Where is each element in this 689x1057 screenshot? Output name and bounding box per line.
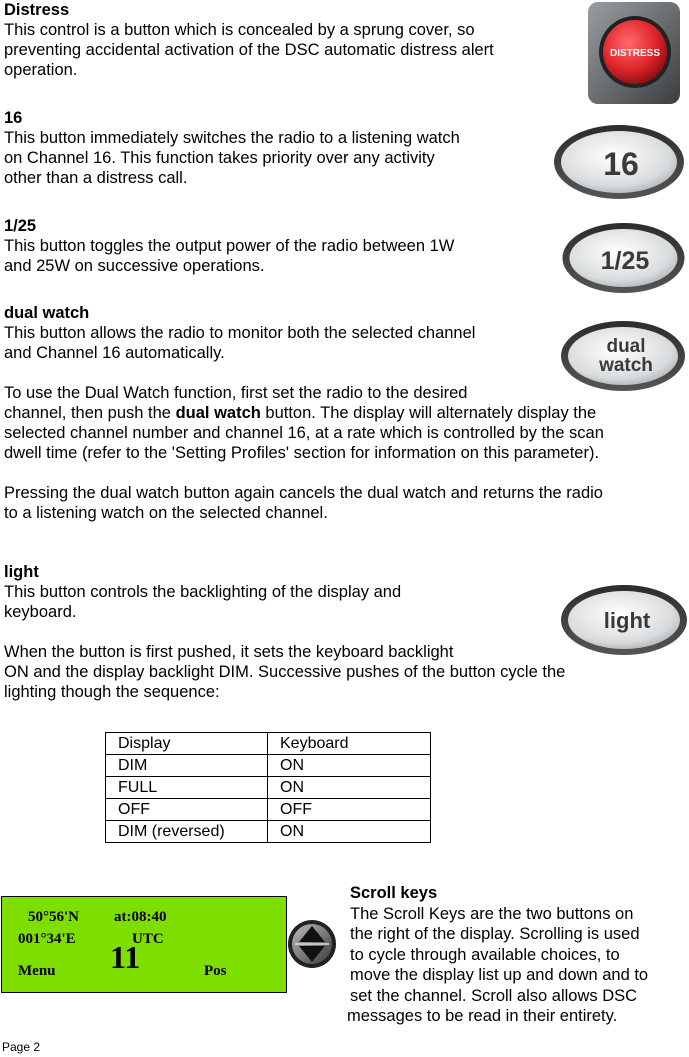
dualwatch-p2-line: dwell time (refer to the 'Setting Profiles' section for information on this parameter). bbox=[4, 444, 600, 462]
light-line: This button controls the backlighting of the display and bbox=[4, 583, 402, 601]
scroll-keys-section bbox=[347, 883, 689, 1027]
lighting-sequence-table bbox=[105, 732, 431, 843]
dualwatch-section bbox=[4, 303, 604, 523]
power-button-photo bbox=[562, 222, 685, 294]
table-row bbox=[106, 821, 431, 843]
power-line: and 25W on successive operations. bbox=[4, 257, 265, 275]
lcd-time: at:08:40 bbox=[114, 909, 167, 925]
ch16-line: on Channel 16. This function takes priority over any activity bbox=[4, 149, 435, 167]
scroll-line: move the display list up and down and to bbox=[350, 966, 649, 984]
light-button-photo bbox=[560, 584, 688, 656]
lcd-menu: Menu bbox=[18, 963, 56, 979]
dualwatch-button-label-1: dual bbox=[606, 336, 646, 357]
distress-line: operation. bbox=[4, 61, 78, 79]
page-number: Page 2 bbox=[2, 1040, 41, 1054]
table-header-cell: Display bbox=[106, 733, 268, 755]
table-cell: OFF bbox=[268, 799, 431, 821]
distress-button-label: DISTRESS bbox=[609, 48, 661, 59]
power-line: This button toggles the output power of the radio between 1W bbox=[4, 237, 455, 255]
ch16-heading: 16 bbox=[4, 109, 23, 127]
table-cell: DIM (reversed) bbox=[106, 821, 268, 843]
scroll-line: The Scroll Keys are the two buttons on bbox=[350, 904, 634, 923]
table-header-row bbox=[106, 733, 431, 755]
power-button-label: 1/25 bbox=[600, 247, 650, 275]
ch16-line: This button immediately switches the radio to a listening watch bbox=[4, 129, 460, 147]
light-button-label: light bbox=[603, 608, 651, 633]
radio-lcd-display bbox=[1, 896, 287, 993]
table-cell: FULL bbox=[106, 777, 268, 799]
distress-line: preventing accidental activation of the DSC automatic distress alert bbox=[4, 41, 494, 59]
scroll-line: to cycle through available choices, to bbox=[350, 945, 620, 964]
distress-heading: Distress bbox=[4, 1, 70, 19]
table-row bbox=[106, 777, 431, 799]
scroll-line: set the channel. Scroll also allows DSC bbox=[350, 986, 638, 1005]
table-row bbox=[106, 799, 431, 821]
ch16-button-photo bbox=[553, 124, 685, 200]
table-cell: ON bbox=[268, 755, 431, 777]
dualwatch-line: This button allows the radio to monitor both the selected channel bbox=[4, 324, 476, 342]
scroll-keys-photo bbox=[287, 914, 337, 974]
ch16-button-label: 16 bbox=[603, 146, 639, 182]
table-row bbox=[106, 755, 431, 777]
dualwatch-p3-line: to a listening watch on the selected channel. bbox=[4, 504, 328, 522]
scroll-heading: Scroll keys bbox=[350, 884, 438, 902]
dualwatch-heading: dual watch bbox=[4, 304, 90, 322]
distress-section bbox=[4, 0, 494, 80]
dualwatch-line: and Channel 16 automatically. bbox=[4, 344, 225, 362]
light-line: keyboard. bbox=[4, 603, 77, 621]
light-heading: light bbox=[4, 563, 39, 581]
distress-button-photo bbox=[588, 2, 680, 104]
dualwatch-p2-line: selected channel number and channel 16, at a rate which is controlled by the scan bbox=[4, 424, 604, 442]
table-cell: OFF bbox=[106, 799, 268, 821]
light-p2-line: When the button is first pushed, it sets the keyboard backlight bbox=[4, 643, 454, 661]
light-p2-line: lighting though the sequence: bbox=[4, 683, 220, 701]
scroll-line: messages to be read in their entirety. bbox=[347, 1007, 618, 1025]
lcd-timezone: UTC bbox=[132, 931, 164, 947]
table-cell: ON bbox=[268, 821, 431, 843]
light-p2-line: ON and the display backlight DIM. Successive pushes of the button cycle the bbox=[4, 663, 566, 681]
dualwatch-p2-line: channel, then push the dual watch button. The display will alternately display the bbox=[4, 404, 597, 422]
dualwatch-p3-line: Pressing the dual watch button again cancels the dual watch and returns the radio bbox=[4, 484, 603, 502]
table-cell: DIM bbox=[106, 755, 268, 777]
lcd-channel: 11 bbox=[110, 939, 141, 975]
power-section bbox=[4, 216, 454, 276]
light-section bbox=[4, 562, 565, 702]
lcd-pos: Pos bbox=[204, 963, 227, 979]
distress-line: This control is a button which is concealed by a sprung cover, so bbox=[4, 21, 475, 39]
lcd-longitude: 001°34'E bbox=[18, 931, 76, 947]
table-cell: ON bbox=[268, 777, 431, 799]
lcd-latitude: 50°56'N bbox=[28, 909, 79, 925]
ch16-section bbox=[4, 108, 460, 188]
ch16-line: other than a distress call. bbox=[4, 169, 188, 187]
power-heading: 1/25 bbox=[4, 217, 37, 235]
dualwatch-button-label-2: watch bbox=[599, 355, 653, 376]
dualwatch-button-photo bbox=[560, 320, 686, 392]
scroll-line: the right of the display. Scrolling is used bbox=[350, 925, 640, 943]
dualwatch-p2-line: To use the Dual Watch function, first set the radio to the desired bbox=[4, 384, 468, 402]
table-header-cell: Keyboard bbox=[268, 733, 431, 755]
